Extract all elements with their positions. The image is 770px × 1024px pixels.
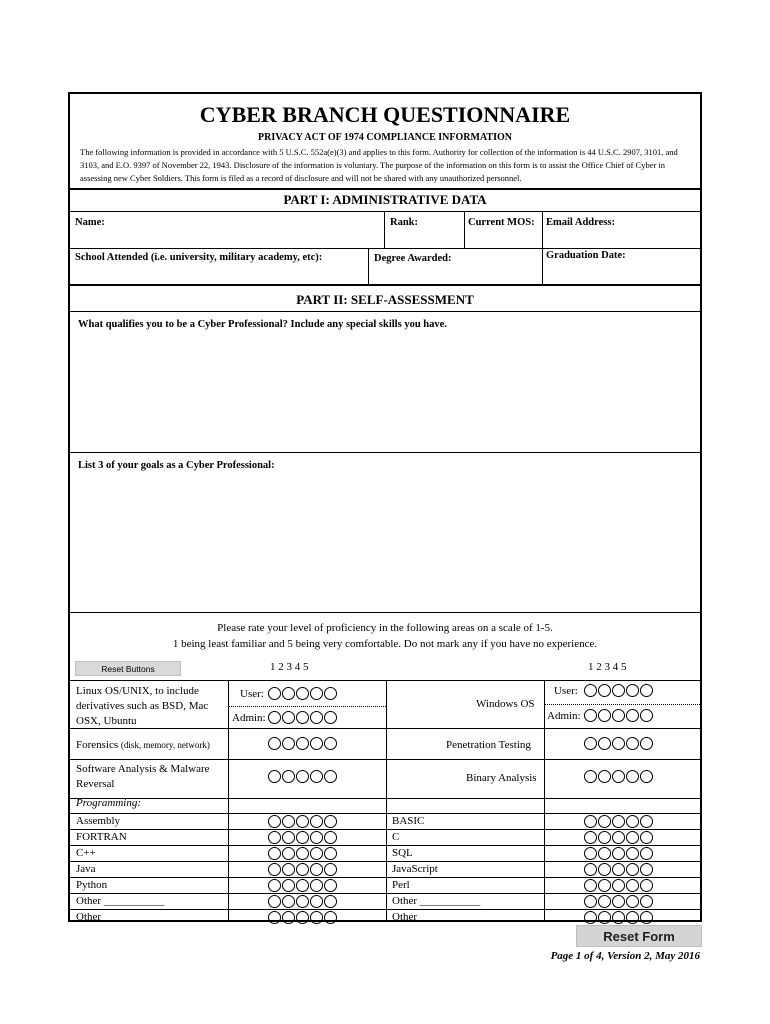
degree-field[interactable]: Degree Awarded:: [374, 253, 452, 264]
forensics-label: Forensics (disk, memory, network): [76, 739, 210, 751]
radio-2[interactable]: [598, 831, 611, 844]
radio-4[interactable]: [626, 879, 639, 892]
radio-2[interactable]: [598, 684, 611, 697]
radio-3[interactable]: [612, 684, 625, 697]
privacy-heading: PRIVACY ACT OF 1974 COMPLIANCE INFORMATION: [258, 132, 512, 143]
radio-1[interactable]: [584, 709, 597, 722]
language-left-rating[interactable]: [268, 831, 337, 844]
radio-5[interactable]: [324, 831, 337, 844]
language-right-label: SQL: [392, 847, 413, 859]
radio-2[interactable]: [598, 770, 611, 783]
graduation-date-field[interactable]: Graduation Date:: [546, 250, 626, 261]
radio-1[interactable]: [584, 895, 597, 908]
radio-3[interactable]: [612, 895, 625, 908]
language-left-label: Other ___________: [76, 895, 165, 907]
scale-numbers-right: 1 2 3 4 5: [588, 661, 627, 673]
programming-label: Programming:: [76, 797, 141, 809]
language-right-label: C: [392, 831, 400, 843]
linux-user-label: User:: [240, 688, 264, 700]
linux-user-rating[interactable]: [268, 687, 337, 700]
language-left-label: Python: [76, 879, 108, 891]
radio-5[interactable]: [640, 863, 653, 876]
radio-4[interactable]: [626, 815, 639, 828]
radio-3[interactable]: [296, 911, 309, 924]
windows-admin-rating[interactable]: [584, 709, 653, 722]
radio-2[interactable]: [598, 737, 611, 750]
language-left-rating[interactable]: [268, 815, 337, 828]
radio-1[interactable]: [584, 815, 597, 828]
reset-form-button[interactable]: Reset Form: [576, 925, 702, 947]
windows-label: Windows OS: [476, 698, 535, 710]
radio-4[interactable]: [310, 687, 323, 700]
radio-3[interactable]: [296, 815, 309, 828]
radio-2[interactable]: [282, 831, 295, 844]
radio-5[interactable]: [324, 711, 337, 724]
goals-question: List 3 of your goals as a Cyber Professional:: [78, 460, 275, 471]
radio-4[interactable]: [310, 831, 323, 844]
windows-user-label: User:: [554, 685, 578, 697]
radio-2[interactable]: [282, 879, 295, 892]
radio-2[interactable]: [282, 895, 295, 908]
radio-5[interactable]: [324, 815, 337, 828]
radio-2[interactable]: [282, 815, 295, 828]
radio-3[interactable]: [612, 831, 625, 844]
radio-3[interactable]: [296, 895, 309, 908]
software-analysis-rating[interactable]: [268, 770, 337, 783]
radio-3[interactable]: [612, 879, 625, 892]
radio-1[interactable]: [584, 831, 597, 844]
scale-instruction-2: 1 being least familiar and 5 being very comfortable. Do not mark any if you have no experience.: [172, 638, 598, 650]
radio-5[interactable]: [324, 863, 337, 876]
radio-5[interactable]: [640, 737, 653, 750]
pentest-label: Penetration Testing: [446, 739, 531, 751]
name-field[interactable]: Name:: [75, 217, 105, 228]
language-right-label: Other ___________: [392, 895, 481, 907]
radio-1[interactable]: [584, 879, 597, 892]
radio-1[interactable]: [584, 863, 597, 876]
radio-2[interactable]: [282, 770, 295, 783]
radio-4[interactable]: [626, 709, 639, 722]
form-title: CYBER BRANCH QUESTIONNAIRE: [199, 102, 571, 127]
radio-5[interactable]: [640, 895, 653, 908]
radio-3[interactable]: [612, 737, 625, 750]
radio-5[interactable]: [640, 684, 653, 697]
radio-1[interactable]: [268, 863, 281, 876]
radio-3[interactable]: [612, 815, 625, 828]
binary-analysis-label: Binary Analysis: [466, 772, 537, 784]
radio-4[interactable]: [310, 815, 323, 828]
radio-1[interactable]: [268, 815, 281, 828]
radio-3[interactable]: [296, 831, 309, 844]
language-right-rating[interactable]: [584, 863, 653, 876]
language-left-label: FORTRAN: [76, 831, 127, 843]
goals-textarea[interactable]: [74, 478, 698, 608]
radio-4[interactable]: [626, 737, 639, 750]
school-field[interactable]: School Attended (i.e. university, military academy, etc):: [75, 252, 323, 263]
linux-label: Linux OS/UNIX, to include derivatives such as BSD, Mac OSX, Ubuntu: [76, 685, 209, 727]
radio-5[interactable]: [324, 895, 337, 908]
part1-heading: PART I: ADMINISTRATIVE DATA: [283, 192, 487, 207]
radio-3[interactable]: [296, 847, 309, 860]
radio-4[interactable]: [310, 879, 323, 892]
email-field[interactable]: Email Address:: [546, 217, 615, 228]
radio-5[interactable]: [324, 737, 337, 750]
radio-4[interactable]: [626, 911, 639, 924]
language-left-label: Assembly: [76, 815, 120, 827]
qualifications-textarea[interactable]: [74, 336, 698, 448]
language-left-rating[interactable]: [268, 847, 337, 860]
language-left-label: Other ___________: [76, 911, 165, 923]
questionnaire-form: [68, 92, 702, 922]
radio-5[interactable]: [640, 911, 653, 924]
radio-2[interactable]: [598, 815, 611, 828]
radio-3[interactable]: [612, 709, 625, 722]
radio-2[interactable]: [282, 863, 295, 876]
language-right-label: JavaScript: [392, 863, 438, 875]
radio-1[interactable]: [584, 737, 597, 750]
radio-2[interactable]: [598, 911, 611, 924]
language-left-rating[interactable]: [268, 879, 337, 892]
radio-3[interactable]: [612, 863, 625, 876]
radio-2[interactable]: [598, 709, 611, 722]
radio-4[interactable]: [310, 863, 323, 876]
radio-1[interactable]: [584, 911, 597, 924]
radio-1[interactable]: [268, 831, 281, 844]
radio-5[interactable]: [640, 879, 653, 892]
radio-2[interactable]: [282, 687, 295, 700]
radio-2[interactable]: [282, 711, 295, 724]
radio-5[interactable]: [324, 911, 337, 924]
language-right-label: Perl: [392, 879, 410, 891]
radio-2[interactable]: [598, 879, 611, 892]
radio-5[interactable]: [640, 709, 653, 722]
radio-5[interactable]: [324, 770, 337, 783]
radio-3[interactable]: [296, 687, 309, 700]
software-analysis-label: Software Analysis & Malware Reversal: [76, 763, 210, 790]
radio-5[interactable]: [324, 879, 337, 892]
radio-5[interactable]: [324, 687, 337, 700]
linux-admin-label: Admin:: [232, 712, 266, 724]
radio-2[interactable]: [282, 847, 295, 860]
radio-1[interactable]: [268, 895, 281, 908]
privacy-text: The following information is provided in accordance with 5 U.S.C. 552a(e)(3) and applies to this form. Authority for collection of the information is 44 U.S.C. 2907, 3101, and 3103, and E.O. 9397 of November 22, 1943. Disclosure of the information is voluntary. The purpose of the information on this form is to assist the Office Chief of Cyber in assessing new Cyber Soldiers. This form is filed as a record of disclosure and will not be shared with any unauthorized personnel.: [80, 147, 678, 183]
radio-4[interactable]: [310, 770, 323, 783]
radio-3[interactable]: [296, 711, 309, 724]
radio-4[interactable]: [626, 863, 639, 876]
radio-4[interactable]: [626, 770, 639, 783]
qualifications-question: What qualifies you to be a Cyber Professional? Include any special skills you have.: [78, 319, 447, 330]
reset-buttons-button[interactable]: Reset Buttons: [75, 661, 181, 676]
part2-heading: PART II: SELF-ASSESSMENT: [296, 292, 474, 307]
language-right-label: Other ___________: [392, 911, 481, 923]
radio-4[interactable]: [310, 737, 323, 750]
language-left-rating[interactable]: [268, 863, 337, 876]
current-mos-field[interactable]: Current MOS:: [468, 217, 535, 228]
radio-3[interactable]: [612, 847, 625, 860]
radio-3[interactable]: [296, 879, 309, 892]
scale-numbers-left: 1 2 3 4 5: [270, 661, 309, 673]
radio-2[interactable]: [282, 911, 295, 924]
radio-4[interactable]: [310, 911, 323, 924]
radio-1[interactable]: [268, 879, 281, 892]
language-left-label: Java: [76, 863, 96, 875]
language-left-label: C++: [76, 847, 96, 859]
binary-analysis-rating[interactable]: [584, 770, 653, 783]
language-right-rating[interactable]: [584, 815, 653, 828]
language-right-rating[interactable]: [584, 911, 653, 924]
radio-4[interactable]: [626, 684, 639, 697]
radio-2[interactable]: [598, 863, 611, 876]
radio-4[interactable]: [626, 831, 639, 844]
forensics-rating[interactable]: [268, 737, 337, 750]
radio-4[interactable]: [310, 711, 323, 724]
radio-3[interactable]: [612, 770, 625, 783]
radio-1[interactable]: [584, 770, 597, 783]
radio-1[interactable]: [268, 847, 281, 860]
language-right-rating[interactable]: [584, 847, 653, 860]
radio-5[interactable]: [640, 847, 653, 860]
rank-field[interactable]: Rank:: [390, 217, 419, 228]
language-left-rating[interactable]: [268, 911, 337, 924]
radio-4[interactable]: [310, 847, 323, 860]
radio-5[interactable]: [640, 770, 653, 783]
radio-1[interactable]: [584, 684, 597, 697]
language-right-rating[interactable]: [584, 831, 653, 844]
page-note: Page 1 of 4, Version 2, May 2016: [550, 950, 700, 962]
language-right-rating[interactable]: [584, 895, 653, 908]
language-left-rating[interactable]: [268, 895, 337, 908]
radio-5[interactable]: [324, 847, 337, 860]
language-right-rating[interactable]: [584, 879, 653, 892]
radio-5[interactable]: [640, 815, 653, 828]
radio-2[interactable]: [282, 737, 295, 750]
radio-3[interactable]: [296, 770, 309, 783]
radio-4[interactable]: [310, 895, 323, 908]
radio-1[interactable]: [584, 847, 597, 860]
radio-1[interactable]: [268, 737, 281, 750]
windows-user-rating[interactable]: [584, 684, 653, 697]
radio-5[interactable]: [640, 831, 653, 844]
radio-3[interactable]: [296, 737, 309, 750]
radio-1[interactable]: [268, 911, 281, 924]
language-right-label: BASIC: [392, 815, 425, 827]
radio-2[interactable]: [598, 895, 611, 908]
radio-4[interactable]: [626, 895, 639, 908]
radio-3[interactable]: [612, 911, 625, 924]
radio-1[interactable]: [268, 711, 281, 724]
radio-1[interactable]: [268, 770, 281, 783]
linux-admin-rating[interactable]: [268, 711, 337, 724]
radio-4[interactable]: [626, 847, 639, 860]
radio-1[interactable]: [268, 687, 281, 700]
radio-3[interactable]: [296, 863, 309, 876]
pentest-rating[interactable]: [584, 737, 653, 750]
radio-2[interactable]: [598, 847, 611, 860]
windows-admin-label: Admin:: [547, 710, 581, 722]
scale-instruction-1: Please rate your level of proficiency in the following areas on a scale of 1-5.: [217, 622, 553, 634]
